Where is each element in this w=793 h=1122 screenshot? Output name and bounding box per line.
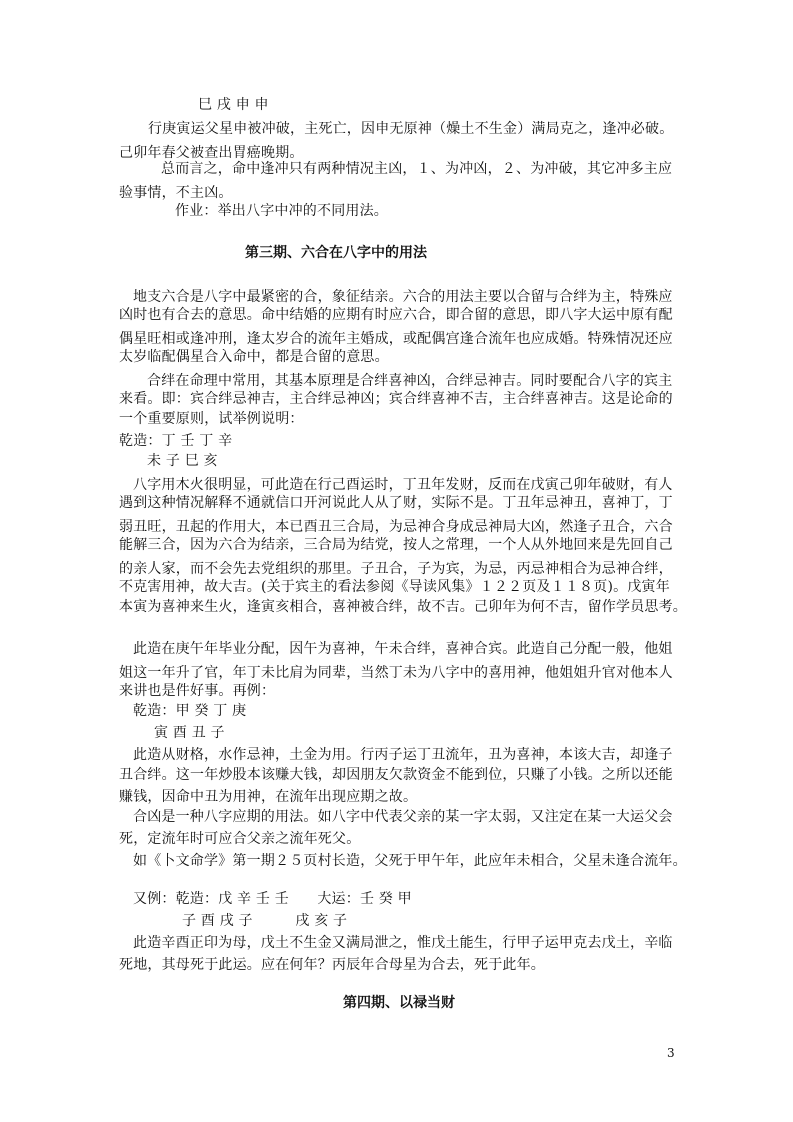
text-line: 又例：乾造：戊 辛 壬 壬 大运：壬 癸 甲 <box>133 891 412 907</box>
section-heading: 第三期、六合在八字中的用法 <box>245 245 427 261</box>
text-line: 一个重要原则，试举例说明： <box>119 411 304 427</box>
text-line: 合凶是一种八字应期的用法。如八字中代表父亲的某一字太弱，又注定在某一大运父会 <box>133 809 673 825</box>
text-line: 巳 戌 申 申 <box>198 97 269 113</box>
text-line: 地支六合是八字中最紧密的合，象征结亲。六合的用法主要以合留与合绊为主，特殊应 <box>133 289 673 305</box>
text-line: 己卯年春父被查出胃癌晚期。 <box>119 145 304 161</box>
text-line: 行庚寅运父星申被冲破，主死亡，因申无原神（燥土不生金）满局克之，逢冲必破。 <box>148 121 674 137</box>
text-line: 太岁临配偶星合入命中，都是合留的意思。 <box>119 349 389 365</box>
text-line: 八字用木火很明显，可此造在行己酉运时，丁丑年发财，反而在戊寅己卯年破财，有人 <box>133 477 673 493</box>
text-line: 的亲人家，而不会先去党组织的那里。子丑合，子为宾，为忌，丙忌神相合为忌神合绊， <box>119 561 673 577</box>
text-line: 能解三合，因为六合为结亲，三合局为结党，按人之常理，一个人从外地回来是先回自己 <box>119 537 673 553</box>
text-line: 凶时也有合去的意思。命中结婚的应期有时应六合，即合留的意思，即八字大运中原有配 <box>119 307 673 323</box>
text-line: 总而言之，命中逢冲只有两种情况主凶，１、为冲凶，２、为冲破，其它冲多主应 <box>161 161 673 177</box>
text-line: 死地，其母死于此运。应在何年？丙辰年合母星为合去，死于此年。 <box>119 957 545 973</box>
text-line: 姐这一年升了官，年丁未比肩为同辈，当然丁未为八字中的喜用神，他姐姐升官对他本人 <box>119 665 673 681</box>
section-heading: 第四期、以禄当财 <box>343 995 455 1011</box>
text-line: 如《卜文命学》第一期２５页村长造，父死于甲午年，此应年未相合，父星未逢合流年。 <box>133 853 687 869</box>
text-line: 本寅为喜神来生火，逢寅亥相合，喜神被合绊，故不吉。己卯年为何不吉，留作学员思考。 <box>119 599 687 615</box>
text-line: 验事情，不主凶。 <box>119 185 233 201</box>
text-line: 此造辛酉正印为母，戊土不生金又满局泄之，惟戊土能生，行甲子运甲克去戊土，辛临 <box>133 935 673 951</box>
text-line: 弱丑旺，丑起的作用大，本已酉丑三合局，为忌神合身成忌神局大凶，然逢子丑合，六合 <box>119 519 673 535</box>
text-line: 合绊在命理中常用，其基本原理是合绊喜神凶，合绊忌神吉。同时要配合八字的宾主 <box>147 373 673 389</box>
text-line: 赚钱，因命中丑为用神，在流年出现应期之故。 <box>119 789 418 805</box>
text-line: 丑合绊。这一年炒股本该赚大钱，却因朋友欠款资金不能到位，只赚了小钱。之所以还能 <box>119 767 673 783</box>
text-line: 此造在庚午年毕业分配，因午为喜神，午未合绊，喜神合宾。此造自己分配一般，他姐 <box>133 641 673 657</box>
text-line: 来讲也是件好事。再例： <box>119 683 276 699</box>
text-line: 作业：举出八字中冲的不同用法。 <box>175 203 388 219</box>
text-line: 子 酉 戌 子 戌 亥 子 <box>182 913 348 929</box>
text-line: 遇到这种情况解释不通就信口开河说此人从了财，实际不是。丁丑年忌神丑，喜神丁，丁 <box>119 495 673 511</box>
text-line: 不克害用神，故大吉。(关于宾主的看法参阅《导读风集》１２２页及１１８页)。戊寅年 <box>119 579 670 595</box>
text-line: 来看。即：宾合绊忌神吉，主合绊忌神凶；宾合绊喜神不吉，主合绊喜神吉。这是论命的 <box>119 391 673 407</box>
text-line: 未 子 巳 亥 <box>147 453 218 469</box>
text-line: 偶星旺相或逢冲刑，逢太岁合的流年主婚成，或配偶宫逢合流年也应成婚。特殊情况还应 <box>119 331 673 347</box>
text-line: 乾造：甲 癸 丁 庚 <box>133 703 247 719</box>
page-number: 3 <box>667 1046 675 1060</box>
text-line: 死，定流年时可应合父亲之流年死父。 <box>119 831 361 847</box>
text-line: 乾造：丁 壬 丁 辛 <box>119 433 233 449</box>
text-line: 寅 酉 丑 子 <box>154 725 225 741</box>
text-line: 此造从财格，水作忌神，土金为用。行丙子运丁丑流年，丑为喜神，本该大吉，却逢子 <box>133 747 673 763</box>
